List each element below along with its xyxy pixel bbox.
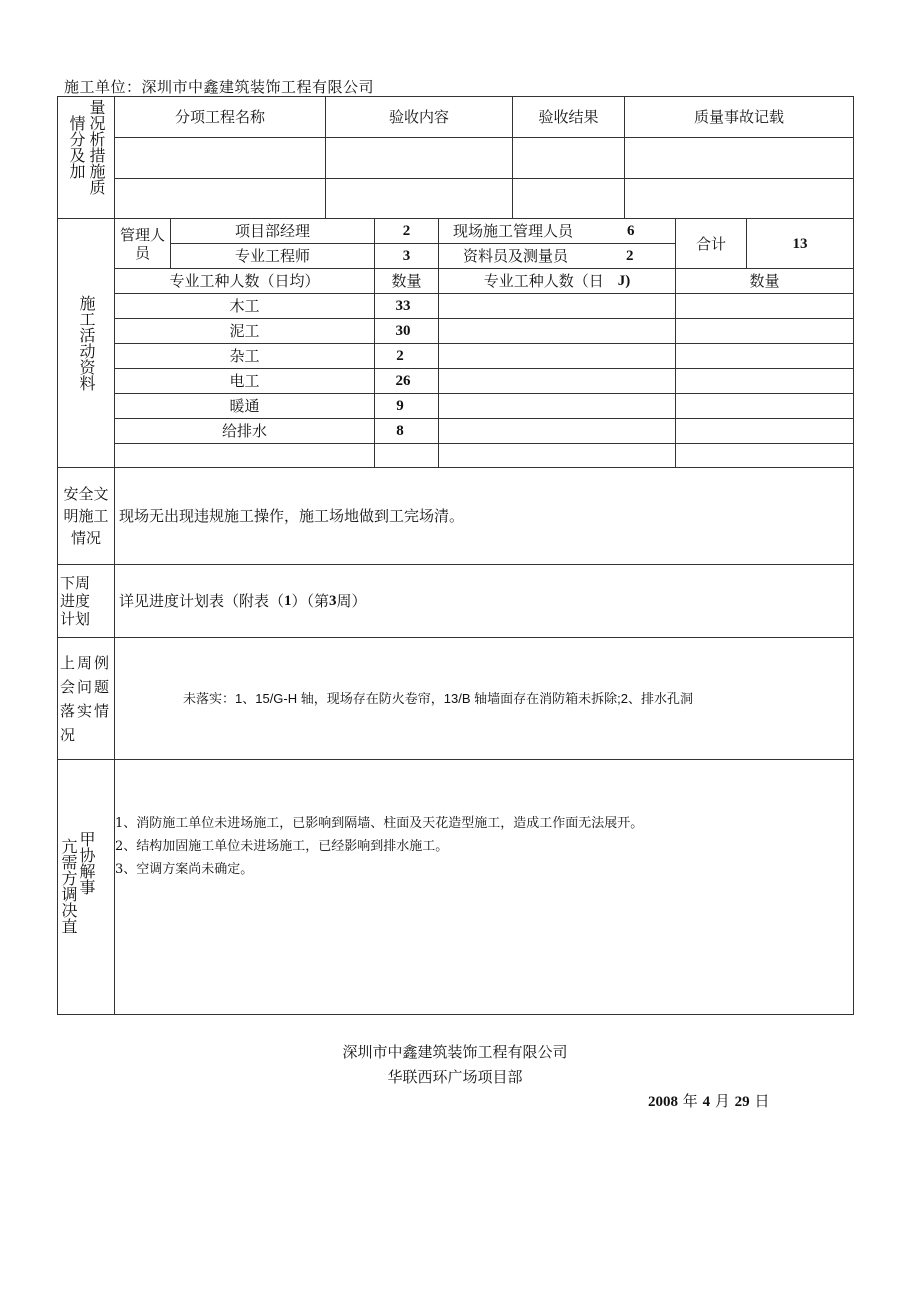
trade-qty-3: 2 — [396, 348, 404, 364]
quality-label — [58, 97, 114, 218]
construction-unit: 施工单位：深圳市中鑫建筑装饰工程有限公司 — [64, 78, 375, 96]
col-header-accident-record: 质量事故记载 — [693, 108, 784, 126]
last-meeting-content: 未落实：1、15/G-H 轴，现场存在防火卷帘，13/B 轴墙面存在消防箱未拆除;2、排水孔洞 — [183, 690, 693, 706]
mgmt-role-2: 专业工程师 — [234, 247, 310, 265]
trade-name-1: 木工 — [229, 297, 260, 315]
footer-day: 29 — [734, 1094, 750, 1110]
footer-date — [648, 1090, 769, 1111]
trade-header: 专业工种人数（日均） — [169, 272, 320, 290]
mgmt-role2-1-text: 现场施工管理人员 — [453, 222, 574, 240]
mgmt-role2-2-text: 资料员及测量员 — [463, 247, 569, 265]
footer-company: 深圳市中鑫建筑装饰工程有限公司 — [342, 1043, 568, 1061]
mgmt-count-1: 2 — [402, 223, 411, 239]
coordination-label-col1: 甲协解事 — [77, 831, 96, 895]
next-week-text-pre: 详见进度计划表（附表（ — [119, 592, 285, 610]
quality-label-col2: 情分及加 — [67, 115, 86, 179]
trade-name-6: 给排水 — [221, 422, 267, 440]
footer-year: 2008 — [648, 1094, 678, 1110]
mgmt-count2-2: 2 — [626, 248, 634, 264]
col-header-inspection-result: 验收结果 — [538, 108, 599, 126]
trade-qty-4: 26 — [395, 373, 411, 389]
col-header-item-name: 分项工程名称 — [174, 108, 265, 126]
mgmt-role2-1 — [439, 219, 675, 243]
total-value: 13 — [792, 235, 808, 252]
safety-label-line-2: 明施工 — [63, 507, 109, 525]
next-week-label-line-2: 进度 — [60, 592, 91, 610]
next-week-label-line-3: 计划 — [60, 610, 91, 628]
last-meeting-label-line-2: 会问题 — [60, 677, 112, 696]
trade-name-5: 暖通 — [229, 397, 260, 415]
footer-project: 华联西环广场项目部 — [387, 1068, 523, 1086]
coordination-content — [115, 812, 850, 881]
col-header-inspection-content: 验收内容 — [388, 108, 449, 126]
mgmt-count2-1: 6 — [627, 223, 635, 239]
trade-header-2 — [439, 269, 675, 293]
trade-name-3: 杂工 — [229, 347, 260, 365]
next-week-content — [115, 565, 853, 637]
mgmt-label: 管理人员 — [119, 225, 165, 262]
footer-month-unit: 月 — [714, 1092, 730, 1110]
trade-header-2-text: 专业工种人数（日 — [483, 272, 604, 290]
safety-label-line-1: 安全文 — [63, 485, 109, 503]
last-meeting-label-line-3: 落实情 — [60, 701, 112, 720]
coordination-item-3: 3、空调方案尚未确定。 — [115, 862, 254, 877]
total-label: 合计 — [695, 234, 726, 253]
trade-qty-5: 9 — [396, 398, 404, 414]
footer-month: 4 — [702, 1094, 711, 1110]
footer-year-unit: 年 — [682, 1092, 698, 1110]
next-week-label — [58, 565, 114, 637]
trade-qty-2: 30 — [395, 323, 411, 339]
quality-label-col1: 量况析措施质 — [87, 99, 106, 195]
next-week-text-post: 周） — [336, 592, 367, 610]
trade-name-4: 电工 — [229, 372, 260, 390]
next-week-label-line-1: 下周 — [60, 574, 91, 592]
coordination-item-1: 1、消防施工单位未进场施工，已影响到隔墙、柱面及天花造型施工，造成工作面无法展开。 — [115, 816, 644, 831]
coordination-label — [58, 760, 114, 1014]
next-week-week-num: 3 — [329, 593, 337, 609]
mgmt-role2-2 — [439, 244, 675, 268]
mgmt-role-1: 项目部经理 — [234, 222, 310, 240]
qty-header: 数量 — [391, 272, 422, 290]
trade-name-2: 泥工 — [229, 322, 260, 340]
qty-header-2: 数量 — [749, 272, 780, 290]
last-meeting-label — [58, 638, 114, 759]
safety-content: 现场无出现违规施工操作，施工场地做到工完场清。 — [119, 507, 465, 525]
last-meeting-label-line-4: 况 — [60, 725, 78, 744]
mgmt-count-2: 3 — [402, 248, 411, 264]
coordination-label-col2: 亢需方调决直 — [59, 838, 78, 934]
trade-header-2-tail: J) — [617, 273, 631, 289]
trade-qty-1: 33 — [395, 298, 411, 314]
safety-label-line-3: 情况 — [70, 529, 101, 547]
next-week-appendix-num: 1 — [284, 593, 292, 609]
activity-section-label: 施工活动资料 — [77, 295, 96, 391]
next-week-text-mid: ）（第 — [291, 592, 330, 610]
footer-day-unit: 日 — [754, 1092, 770, 1110]
safety-label — [58, 468, 114, 564]
trade-qty-6: 8 — [396, 423, 404, 439]
coordination-item-2: 2、结构加固施工单位未进场施工，已经影响到排水施工。 — [115, 839, 449, 854]
last-meeting-label-line-1: 上周例 — [60, 653, 112, 672]
